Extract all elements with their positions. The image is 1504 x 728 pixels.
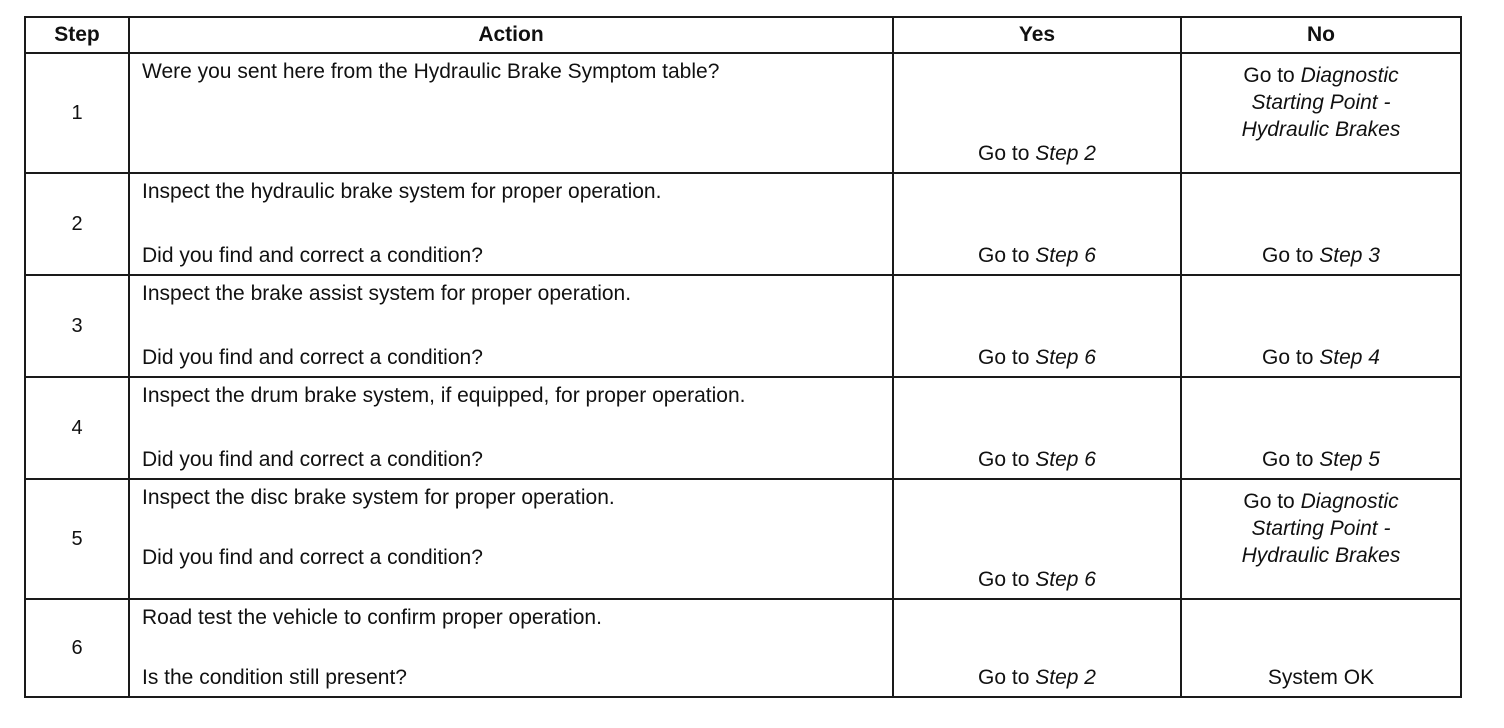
link-prefix: Go to [978, 666, 1036, 689]
yes-cell [893, 275, 1181, 377]
action-cell [129, 599, 893, 697]
step-number: 5 [25, 479, 129, 599]
action-text: Inspect the hydraulic brake system for proper operation. [142, 180, 662, 203]
link-target: Step 6 [1035, 244, 1096, 267]
link-target: Step 6 [1035, 568, 1096, 591]
action-question: Is the condition still present? [142, 666, 407, 689]
yes-cell [893, 173, 1181, 275]
link-prefix: Go to [1243, 64, 1301, 87]
table-row [25, 377, 1461, 479]
step-number: 1 [25, 53, 129, 173]
link-target: Step 6 [1035, 448, 1096, 471]
link-target: Step 5 [1319, 448, 1380, 471]
link-prefix: Go to [1243, 490, 1301, 513]
yes-link[interactable] [894, 448, 1180, 472]
action-question: Did you find and correct a condition? [142, 546, 483, 569]
step-number: 6 [25, 599, 129, 697]
no-cell [1181, 275, 1461, 377]
link-prefix: Go to [1262, 346, 1320, 369]
action-cell [129, 377, 893, 479]
step-number: 3 [25, 275, 129, 377]
table-row [25, 173, 1461, 275]
yes-cell [893, 599, 1181, 697]
link-prefix: Go to [978, 244, 1036, 267]
action-cell [129, 173, 893, 275]
system-ok-text: System OK [1267, 666, 1375, 689]
link-target: Diagnostic Starting Point - Hydraulic Brakes [1241, 64, 1401, 141]
action-text: Were you sent here from the Hydraulic Brake Symptom table? [142, 60, 720, 83]
no-link[interactable] [1182, 448, 1460, 472]
no-cell [1181, 173, 1461, 275]
action-question: Did you find and correct a condition? [142, 244, 483, 267]
yes-cell [893, 479, 1181, 599]
no-cell [1181, 377, 1461, 479]
yes-link[interactable] [894, 244, 1180, 268]
header-no: No [1181, 17, 1461, 53]
table-row [25, 275, 1461, 377]
header-row [25, 17, 1461, 53]
action-text: Inspect the drum brake system, if equipped, for proper operation. [142, 384, 746, 407]
action-question: Did you find and correct a condition? [142, 448, 483, 471]
step-number: 4 [25, 377, 129, 479]
action-cell [129, 53, 893, 173]
action-cell [129, 275, 893, 377]
step-number: 2 [25, 173, 129, 275]
link-prefix: Go to [1262, 448, 1320, 471]
yes-link[interactable] [894, 666, 1180, 690]
table-row [25, 479, 1461, 599]
no-link[interactable] [1182, 488, 1460, 569]
no-link[interactable] [1182, 346, 1460, 370]
header-yes: Yes [893, 17, 1181, 53]
link-prefix: Go to [978, 568, 1036, 591]
no-cell [1181, 53, 1461, 173]
link-target: Step 2 [1035, 666, 1096, 689]
header-step: Step [25, 17, 129, 53]
link-prefix: Go to [978, 448, 1036, 471]
link-target: Step 2 [1035, 142, 1096, 165]
link-target: Step 4 [1319, 346, 1380, 369]
link-target: Step 3 [1319, 244, 1380, 267]
diagnostic-table [24, 16, 1462, 698]
no-cell [1181, 599, 1461, 697]
table-row [25, 599, 1461, 697]
link-prefix: Go to [978, 142, 1036, 165]
action-text: Inspect the disc brake system for proper operation. [142, 486, 615, 509]
action-text: Inspect the brake assist system for proper operation. [142, 282, 632, 305]
yes-link[interactable] [894, 568, 1180, 592]
link-prefix: Go to [1262, 244, 1320, 267]
yes-link[interactable] [894, 346, 1180, 370]
action-question: Did you find and correct a condition? [142, 346, 483, 369]
yes-cell [893, 53, 1181, 173]
header-action: Action [129, 17, 893, 53]
yes-cell [893, 377, 1181, 479]
action-cell [129, 479, 893, 599]
yes-link[interactable] [894, 142, 1180, 166]
link-prefix: Go to [978, 346, 1036, 369]
link-target: Diagnostic Starting Point - Hydraulic Brakes [1241, 490, 1401, 567]
action-text: Road test the vehicle to confirm proper operation. [142, 606, 602, 629]
table-row [25, 53, 1461, 173]
no-cell [1181, 479, 1461, 599]
no-link[interactable] [1182, 244, 1460, 268]
no-link[interactable] [1182, 62, 1460, 143]
link-target: Step 6 [1035, 346, 1096, 369]
